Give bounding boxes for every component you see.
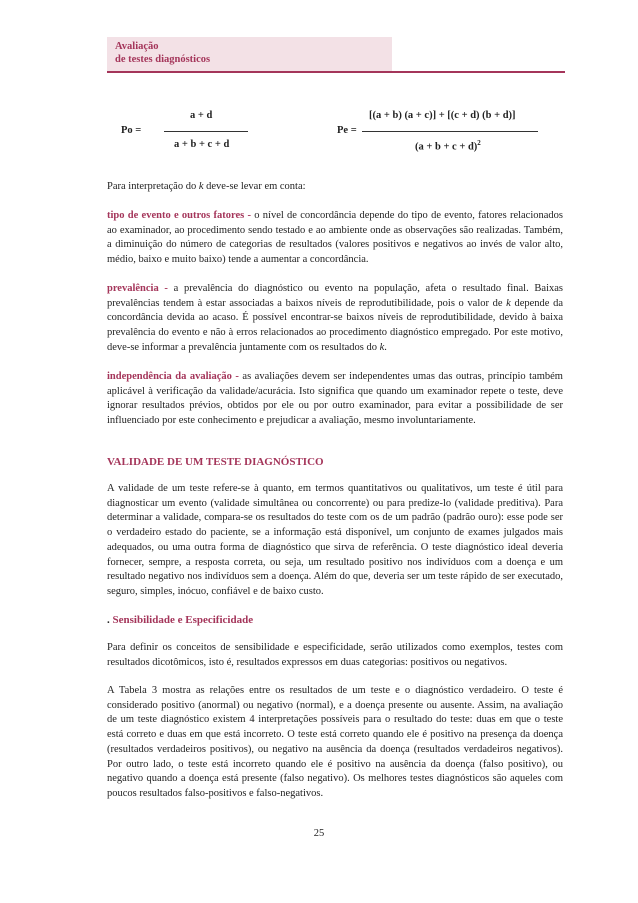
header-rule: [107, 71, 565, 73]
po-label: Po =: [121, 125, 142, 136]
po-denominator: a + b + c + d: [174, 139, 230, 150]
pe-denominator-base: (a + b + c + d): [415, 141, 478, 153]
header-title: [115, 40, 210, 66]
page-number: 25: [313, 828, 325, 839]
text-prevalencia-3: .: [384, 341, 387, 353]
text-independencia: as avaliações devem ser independentes umas das outras, princípio também aplicável à verificação da validade/acurácia. Isto significa que quando um examinador repete o teste, deve ignorar resultados prévios, obtidos por ele ou por outro examinador, para evitar a possibilidade de ser influenciado por este conhecimento e prejudicar a avaliação, mesmo involuntariamente.: [107, 371, 563, 427]
term-prevalencia: prevalência -: [107, 283, 168, 294]
section-title-sensibilidade: [107, 614, 253, 626]
pe-label: Pe =: [337, 125, 357, 136]
text-validade: A validade de um teste refere-se à quanto, em termos quantitativos ou qualitativos, um teste é útil para diagnosticar um evento (validade simultânea ou concorrente) ou para predize-lo (validade preditiva). Para determinar a validade, compara-se os resultados do teste com os de um padrão (padrão ouro): esse pode ser o verdadeiro estado do paciente, se a informação está disponível, um conjunto de exames julgados mais adequados, ou uma outra forma de diagnóstico que sirva de referência. O teste diagnóstico ideal deveria fornecer, sempre, a resposta correta, ou seja, um resultado positivo nos indivíduos com a doença e um resultado negativo nos indivíduos sem a doença. Além do que, deveria ser um teste rápido de ser executado, seguro, simples, inócuo, confiável e de baixo custo.: [107, 483, 563, 597]
text-prevalencia-k1: k: [506, 297, 511, 309]
text-prevalencia-2: depende da concordância devida ao acaso. É possível encontrar-se baixos níveis de reprodutibilidade, devido à baixa prevalência do evento e não à erros relacionados ao procedimento diagnóstico empregado. Por este motivo, deve-se informar a prevalência juntamente com os resultados do: [107, 297, 563, 353]
term-tipo-evento: tipo de evento e outros fatores -: [107, 210, 252, 221]
header-title-line1: Avaliação: [115, 41, 159, 52]
paragraph-validade: [107, 482, 563, 600]
intro-before: Para interpretação do: [107, 181, 199, 192]
section-title-validade: VALIDADE DE UM TESTE DIAGNÓSTICO: [107, 456, 324, 468]
po-fraction-bar: [164, 131, 248, 132]
pe-fraction-bar: [362, 131, 538, 132]
paragraph-independencia: [107, 370, 563, 429]
intro-after: deve-se levar em conta:: [203, 181, 306, 192]
pe-exponent: 2: [477, 139, 481, 147]
paragraph-sens-definicao: [107, 641, 563, 670]
term-independencia: independência da avaliação -: [107, 371, 239, 382]
section-title-sensibilidade-text: Sensibilidade e Especificidade: [112, 614, 254, 626]
intro-paragraph: [107, 180, 563, 195]
paragraph-tabela3: [107, 684, 563, 802]
header-title-line2: de testes diagnósticos: [115, 54, 211, 65]
po-numerator: a + d: [190, 110, 213, 121]
paragraph-tipo-evento: [107, 209, 563, 268]
text-prevalencia-1: a prevalência do diagnóstico ou evento na população, afeta o resultado final. Baixas prevalências tendem à estar associadas a baixos níveis de reprodutibilidade, pois o valor de: [107, 283, 563, 309]
paragraph-prevalencia: [107, 282, 563, 356]
text-sens-definicao: Para definir os conceitos de sensibilidade e especificidade, serão utilizados como exemplos, testes com resultados dicotômicos, isto é, resultados expressos em duas categorias: positivos ou negativos.: [107, 642, 563, 668]
text-tipo-evento: o nível de concordância depende do tipo de evento, fatores relacionados ao examinador, ao procedimento sendo testado e ao ambiente onde as observações são realizadas. Também, a diminuição do número de categorias de resultados (valores positivos e negativos ao invés de valor alto, médio, baixo e muito baixo) tende a aumentar a concordância.: [107, 210, 564, 266]
intro-k: k: [198, 181, 204, 192]
text-tabela3: A Tabela 3 mostra as relações entre os resultados de um teste e o diagnóstico verdadeiro. O teste é considerado positivo (anormal) ou negativo (normal), e a doença presente ou ausente. Assim, na avaliação de um teste diagnóstico existem 4 interpretações possíveis para o resultado do teste: duas em que o teste está correto e duas em que está incorreto. O teste está correto quando ele é positivo na presença da doença (resultados verdadeiros positivos), ou negativo na ausência da doença (resultados verdadeiros negativos). Por outro lado, o teste está incorreto quando ele é positivo na ausência da doença (falso positivo), ou negativo quando a doença está presente (falso negativo). Os melhores testes diagnósticos são aqueles com poucos resultados falso-positivos e falso-negativos.: [107, 685, 563, 799]
section-bullet: .: [107, 614, 110, 626]
pe-denominator: [415, 139, 481, 153]
text-prevalencia-k2: k: [379, 341, 385, 353]
pe-numerator: [(a + b) (a + c)] + [(c + d) (b + d)]: [369, 110, 516, 121]
